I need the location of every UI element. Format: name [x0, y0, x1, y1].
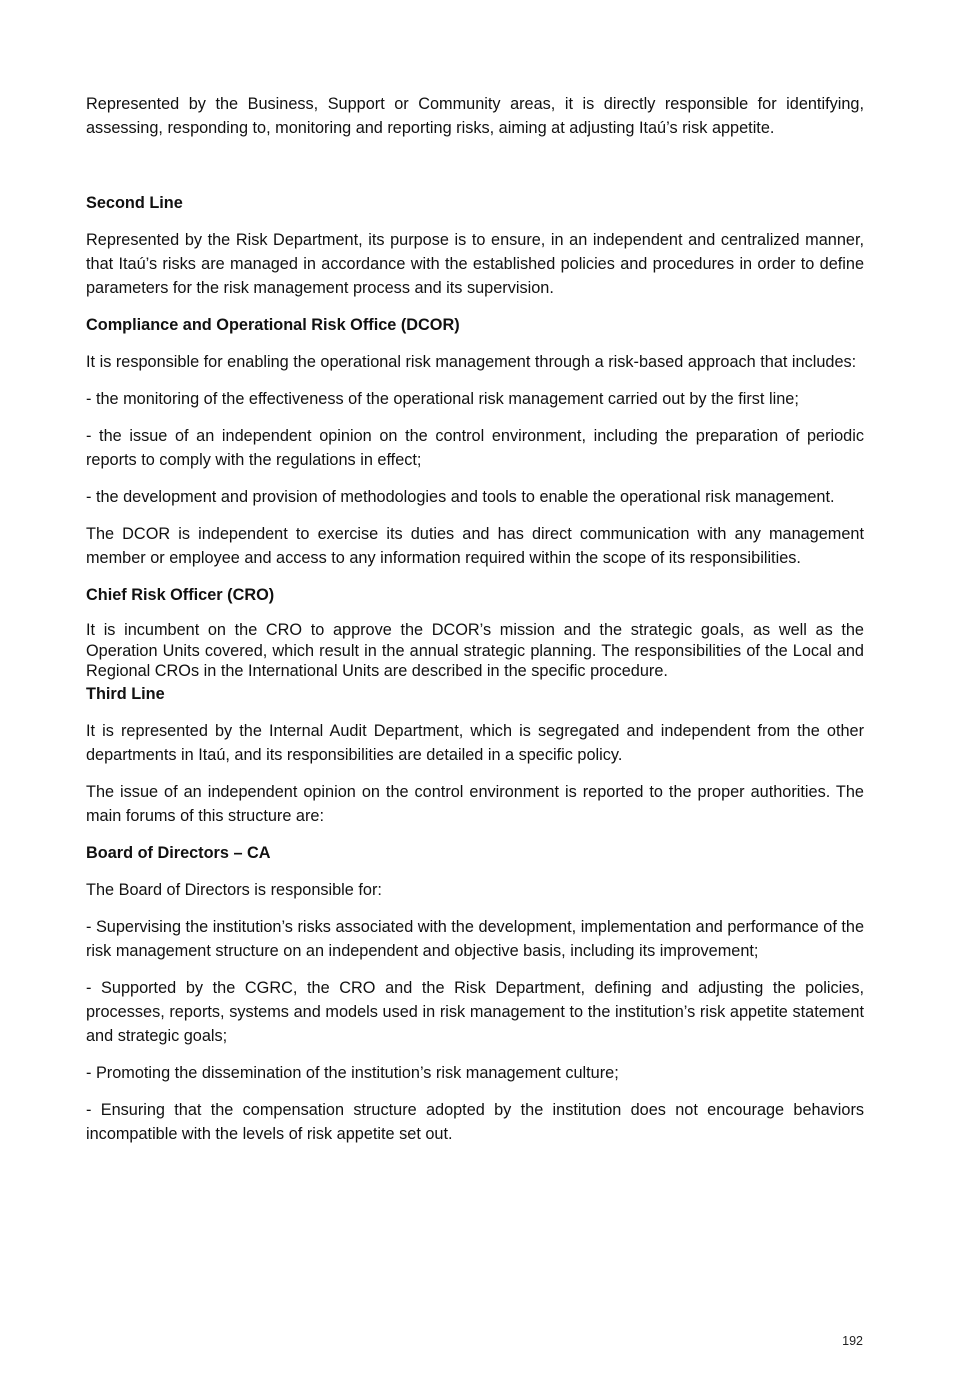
- page-number: 192: [842, 1334, 863, 1348]
- dcor-list-item: - the issue of an independent opinion on the control environment, including the preparation of periodic reports to comply with the regulations in effect;: [86, 427, 864, 469]
- cro-description: It is incumbent on the CRO to approve the DCOR’s mission and the strategic goals, as well as the Operation Units covered, which result in the annual strategic planning. The responsibilities of the Local and Regional CROs in the International Units are described in the specific procedure.: [86, 621, 864, 680]
- cro-heading: Chief Risk Officer (CRO): [86, 586, 275, 604]
- dcor-independence-text: The DCOR is independent to exercise its duties and has direct communication with any management member or employee and access to any information required within the scope of its responsibilities.: [86, 525, 864, 567]
- dcor-list-item: - the development and provision of methodologies and tools to enable the operational risk management.: [86, 488, 835, 506]
- board-list-item: - Promoting the dissemination of the institution’s risk management culture;: [86, 1063, 619, 1082]
- board-list-item: - Supervising the institution’s risks associated with the development, implementation and performance of the risk management structure on an independent and objective basis, including its improvement;: [86, 917, 864, 960]
- document-body: [86, 92, 864, 1146]
- board-list-item: - Supported by the CGRC, the CRO and the Risk Department, defining and adjusting the policies, processes, reports, systems and models used in risk management to the institution’s risk appetite statement and strategic goals;: [86, 978, 864, 1045]
- dcor-list-item: - the monitoring of the effectiveness of the operational risk management carried out by the first line;: [86, 390, 799, 408]
- dcor-intro: It is responsible for enabling the operational risk management through a risk-based approach that includes:: [86, 353, 857, 371]
- second-line-heading: Second Line: [86, 194, 183, 212]
- first-line-description: Represented by the Business, Support or Community areas, it is directly responsible for identifying, assessing, responding to, monitoring and reporting risks, aiming at adjusting Itaú’s risk appetite.: [86, 95, 864, 137]
- board-intro: The Board of Directors is responsible for:: [86, 880, 382, 899]
- third-line-opinion: The issue of an independent opinion on the control environment is reported to the proper authorities. The main forums of this structure are:: [86, 782, 864, 825]
- third-line-heading: Third Line: [86, 684, 165, 703]
- board-of-directors-heading: Board of Directors – CA: [86, 843, 271, 862]
- dcor-heading: Compliance and Operational Risk Office (DCOR): [86, 316, 460, 334]
- third-line-description: It is represented by the Internal Audit Department, which is segregated and independent from the other departments in Itaú, and its responsibilities are detailed in a specific policy.: [86, 721, 864, 764]
- board-list-item: - Ensuring that the compensation structure adopted by the institution does not encourage behaviors incompatible with the levels of risk appetite set out.: [86, 1100, 864, 1143]
- second-line-description: Represented by the Risk Department, its purpose is to ensure, in an independent and centralized manner, that Itaú’s risks are managed in accordance with the established policies and procedures in order to define parameters for the risk management process and its supervision.: [86, 231, 864, 297]
